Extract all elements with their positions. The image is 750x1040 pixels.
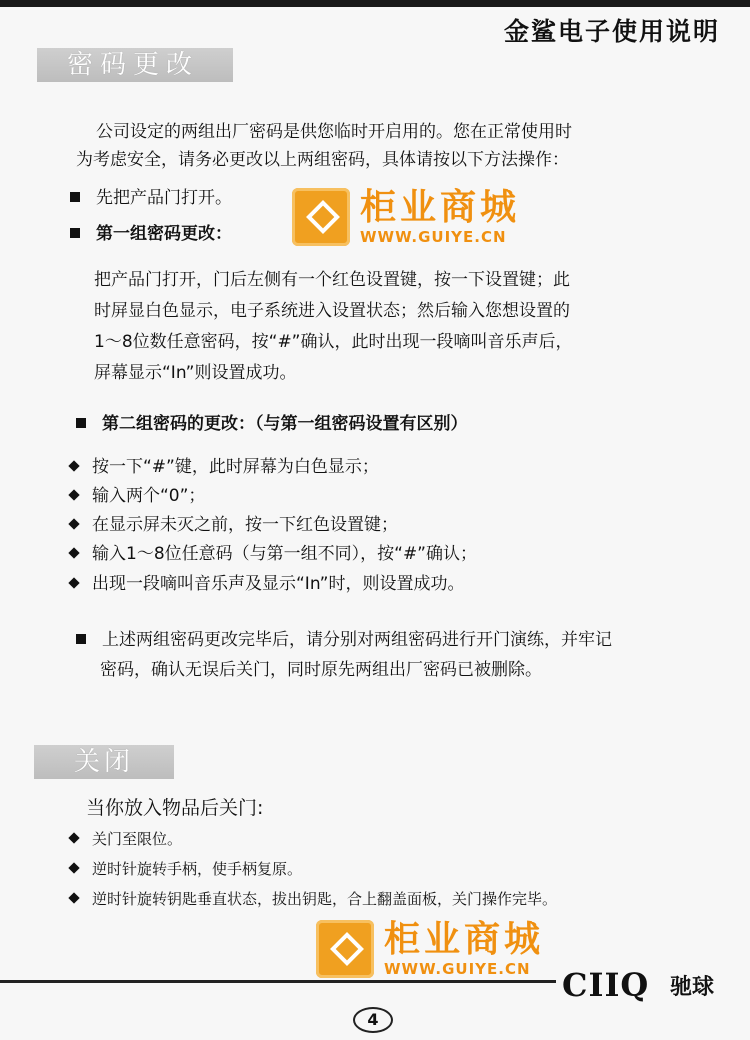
step-open-door <box>70 186 232 210</box>
watermark-name: 柜业商城 <box>360 187 521 228</box>
diamond-bullet-icon <box>68 892 79 903</box>
watermark-url: WWW.GUIYE.CN <box>384 960 531 978</box>
top-border <box>0 0 750 7</box>
group1-line: 屏幕显示“In”则设置成功。 <box>94 363 297 383</box>
square-bullet-icon <box>76 418 86 428</box>
list-item <box>70 542 477 566</box>
watermark-url: WWW.GUIYE.CN <box>360 228 507 246</box>
list-item-text: 在显示屏未灭之前，按一下红色设置键； <box>92 515 398 535</box>
list-item <box>70 455 379 479</box>
list-item <box>70 484 205 508</box>
group1-description <box>94 265 724 389</box>
summary-text-1: 上述两组密码更改完毕后，请分别对两组密码进行开门演练，并牢记 <box>102 630 612 650</box>
shop-logo-icon <box>292 188 350 246</box>
intro-line-2: 为考虑安全，请务必更改以上两组密码，具体请按以下方法操作： <box>76 150 569 170</box>
diamond-bullet-icon <box>68 832 79 843</box>
list-item <box>70 572 464 596</box>
close-intro: 当你放入物品后关门: <box>86 797 264 819</box>
page-number: 4 <box>353 1007 393 1033</box>
group1-title: 第一组密码更改： <box>96 224 232 244</box>
list-item <box>70 828 182 850</box>
section-heading-close: 关闭 <box>34 745 174 779</box>
document-title: 金鲨电子使用说明 <box>503 17 720 46</box>
diamond-bullet-icon <box>68 460 79 471</box>
group1-heading <box>70 222 232 246</box>
square-bullet-icon <box>70 228 80 238</box>
watermark-name: 柜业商城 <box>384 919 545 960</box>
group1-line: 1～8位数任意密码，按“#”确认，此时出现一段嘀叫音乐声后， <box>94 332 573 352</box>
brand-logo: CIIQ <box>562 966 650 1004</box>
list-item-text: 逆时针旋转手柄，使手柄复原。 <box>92 860 303 878</box>
diamond-bullet-icon <box>68 518 79 529</box>
diamond-bullet-icon <box>68 547 79 558</box>
square-bullet-icon <box>76 634 86 644</box>
list-item-text: 逆时针旋转钥匙垂直状态，拔出钥匙，合上翻盖面板，关门操作完毕。 <box>92 890 558 908</box>
watermark <box>292 188 520 246</box>
footer-divider <box>0 980 556 983</box>
brand-name: 驰球 <box>670 975 715 1000</box>
group1-line: 时屏显白色显示，电子系统进入设置状态；然后输入您想设置的 <box>94 301 570 321</box>
shop-logo-icon <box>316 920 374 978</box>
group2-heading <box>76 412 468 436</box>
diamond-bullet-icon <box>68 577 79 588</box>
intro-paragraph <box>76 118 716 174</box>
list-item-text: 关门至限位。 <box>92 830 183 848</box>
diamond-bullet-icon <box>68 862 79 873</box>
list-item-text: 输入两个“0”； <box>92 486 206 506</box>
summary-line-2: 密码，确认无误后关门，同时原先两组出厂密码已被删除。 <box>100 660 542 680</box>
group1-line: 把产品门打开，门后左侧有一个红色设置键，按一下设置键；此 <box>94 270 570 290</box>
list-item <box>70 858 302 880</box>
intro-line-1: 公司设定的两组出厂密码是供您临时开启用的。您在正常使用时 <box>96 122 572 142</box>
step-open-text: 先把产品门打开。 <box>96 188 232 208</box>
list-item <box>70 513 398 537</box>
list-item-text: 出现一段嘀叫音乐声及显示“In”时，则设置成功。 <box>92 574 465 594</box>
list-item-text: 按一下“#”键，此时屏幕为白色显示； <box>92 457 379 477</box>
summary-line-1 <box>76 630 612 650</box>
group2-title: 第二组密码的更改：（与第一组密码设置有区别） <box>102 414 468 434</box>
list-item-text: 输入1～8位任意码（与第一组不同），按“#”确认； <box>92 544 477 564</box>
section-heading-password: 密码更改 <box>37 48 233 82</box>
diamond-bullet-icon <box>68 489 79 500</box>
square-bullet-icon <box>70 192 80 202</box>
watermark <box>316 920 544 978</box>
summary-paragraph <box>76 625 726 685</box>
list-item <box>70 888 557 910</box>
